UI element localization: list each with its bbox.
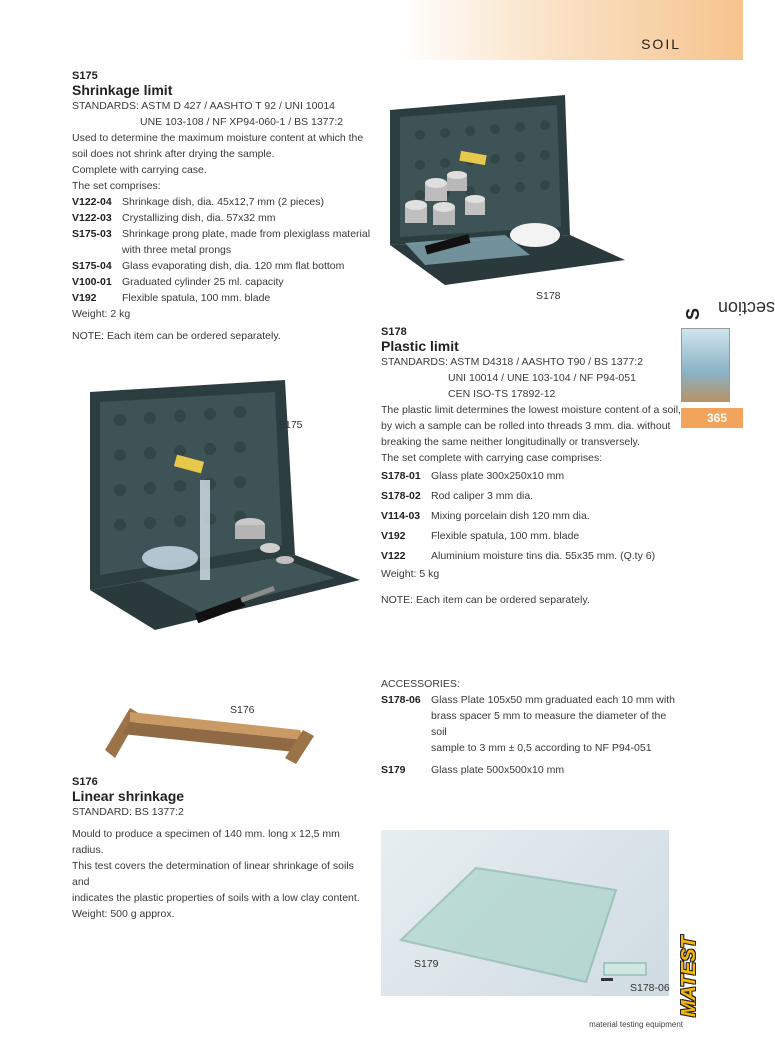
s178-desc1: The plastic limit determines the lowest moisture content of a soil, [381, 404, 681, 416]
page-section-title: SOIL [641, 36, 681, 52]
s175-desc3: Complete with carrying case. [72, 164, 207, 176]
item-text-line2: with three metal prongs [122, 244, 232, 256]
item-text-line2: brass spacer 5 mm to measure the diameter of the soil [431, 710, 667, 738]
item-text: Glass evaporating dish, dia. 120 mm flat bottom [122, 260, 345, 272]
s176-desc1: Mould to produce a specimen of 140 mm. long x 12,5 mm radius. [72, 828, 340, 856]
list-item [72, 274, 372, 290]
s178-photo [385, 95, 630, 290]
list-item [381, 762, 681, 778]
s178-note: NOTE: Each item can be ordered separately. [381, 594, 590, 606]
item-code: V100-01 [72, 276, 112, 288]
section-thumbnail-image [681, 328, 730, 402]
item-text: Graduated cylinder 25 ml. capacity [122, 276, 284, 288]
s175-photo [70, 380, 370, 640]
standards-text: ASTM D 427 / AASHTO T 92 / UNI 10014 [141, 100, 336, 112]
list-item [72, 210, 372, 226]
standards-label: STANDARDS: [381, 356, 448, 368]
s178-code: S178 [381, 326, 407, 338]
s176-block [72, 776, 372, 922]
item-text: Flexible spatula, 100 mm. blade [122, 292, 271, 304]
item-code: V192 [381, 530, 406, 542]
s178-block [381, 326, 681, 608]
matest-logo [676, 925, 702, 1017]
s176-photo-caption: S176 [230, 704, 255, 716]
s175-photo-caption: S175 [278, 419, 303, 431]
s175-standards-line1 [72, 98, 372, 114]
s178-photo-caption: S178 [536, 290, 561, 302]
standards-text: ASTM D4318 / AASHTO T90 / BS 1377:2 [450, 356, 644, 368]
list-item [381, 466, 681, 486]
s175-desc2: soil does not shrink after drying the sample. [72, 148, 275, 160]
s176-desc4: Weight: 500 g approx. [72, 908, 175, 920]
s176-code: S176 [72, 776, 98, 788]
list-item [72, 194, 372, 210]
list-item [381, 526, 681, 546]
item-text: Glass plate 300x250x10 mm [431, 470, 565, 482]
list-item [72, 290, 372, 306]
s175-weight: Weight: 2 kg [72, 308, 131, 320]
s178-desc2: by wich a sample can be rolled into threads 3 mm. dia. without [381, 420, 671, 432]
header-band [400, 0, 743, 60]
item-text: Mixing porcelain dish 120 mm dia. [431, 510, 590, 522]
s175-block [72, 70, 372, 344]
item-code: S179 [381, 764, 406, 776]
s176-desc2: This test covers the determination of linear shrinkage of soils and [72, 860, 354, 888]
list-item [381, 692, 681, 756]
item-code: S178-02 [381, 490, 421, 502]
s179-photo-caption: S179 [414, 958, 439, 970]
s178-weight: Weight: 5 kg [381, 568, 440, 580]
list-item [381, 506, 681, 526]
item-text: Flexible spatula, 100 mm. blade [431, 530, 580, 542]
item-code: V192 [72, 292, 97, 304]
item-text-line1: Glass Plate 105x50 mm graduated each 10 mm with [431, 694, 675, 706]
item-text-line1: Shrinkage prong plate, made from plexiglass material [122, 228, 371, 240]
s175-desc1: Used to determine the maximum moisture content at which the [72, 132, 364, 144]
item-text: Aluminium moisture tins dia. 55x35 mm. (Q.ty 6) [431, 550, 656, 562]
list-item [381, 486, 681, 506]
item-text: Crystallizing dish, dia. 57x32 mm [122, 212, 276, 224]
accessories-label: ACCESSORIES: [381, 678, 460, 690]
page-number: 365 [706, 411, 727, 425]
s176-standard: STANDARD: BS 1377:2 [72, 806, 184, 818]
s178-06-photo-caption: S178-06 [630, 982, 670, 994]
s178-desc4: The set complete with carrying case comprises: [381, 452, 603, 464]
item-text-line3: sample to 3 mm ± 0,5 according to NF P94-051 [431, 742, 652, 754]
footer-tagline: material testing equipment [589, 1020, 683, 1029]
s178-title: Plastic limit [381, 338, 459, 354]
s175-title: Shrinkage limit [72, 82, 173, 98]
section-letter: S [683, 307, 703, 320]
s175-code: S175 [72, 70, 98, 82]
matest-logo-text: MATEST [678, 936, 700, 1017]
item-code: S175-04 [72, 260, 112, 272]
item-code: S175-03 [72, 228, 112, 240]
accessories-block [381, 676, 681, 778]
page-number-tab [681, 408, 743, 428]
item-code: V122-04 [72, 196, 112, 208]
item-text [122, 226, 370, 258]
list-item [381, 546, 681, 566]
s176-desc3: indicates the plastic properties of soils with a low clay content. [72, 892, 360, 904]
s179-photo [381, 830, 669, 996]
s178-standards-line3: CEN ISO-TS 17892-12 [448, 388, 556, 400]
s175-standards-line2: UNE 103-108 / NF XP94-060-1 / BS 1377:2 [140, 116, 344, 128]
item-text: Rod caliper 3 mm dia. [431, 490, 534, 502]
item-code: V122-03 [72, 212, 112, 224]
standards-label: STANDARDS: [72, 100, 139, 112]
item-code: V122 [381, 550, 406, 562]
item-code: V114-03 [381, 510, 421, 522]
s178-desc3: breaking the same neither longitudinally or transversely. [381, 436, 640, 448]
list-item [72, 258, 372, 274]
list-item [72, 226, 372, 258]
s176-photo [100, 700, 320, 765]
s175-note: NOTE: Each item can be ordered separately. [72, 330, 281, 342]
item-text: Shrinkage dish, dia. 45x12,7 mm (2 pieces) [122, 196, 324, 208]
s176-title: Linear shrinkage [72, 788, 185, 804]
item-code: S178-06 [381, 694, 421, 706]
item-text [431, 692, 681, 756]
s175-desc4: The set comprises: [72, 180, 161, 192]
s178-standards-line1 [381, 354, 681, 370]
s178-standards-line2: UNI 10014 / UNE 103-104 / NF P94-051 [448, 372, 636, 384]
section-label [681, 228, 775, 320]
item-text: Glass plate 500x500x10 mm [431, 764, 565, 776]
section-word: section [717, 298, 775, 318]
item-code: S178-01 [381, 470, 421, 482]
